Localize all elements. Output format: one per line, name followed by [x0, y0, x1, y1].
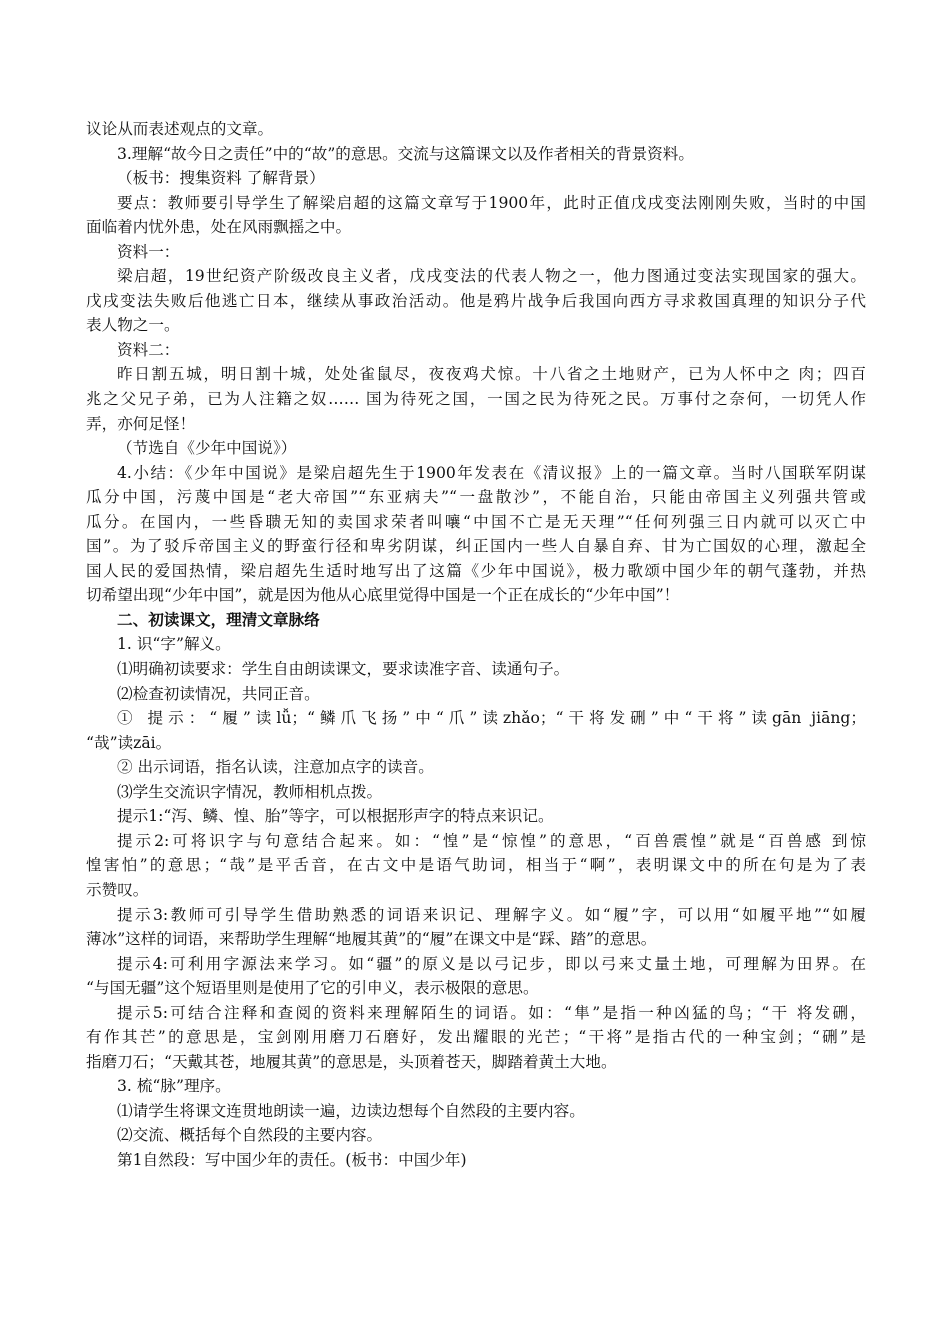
text-line: 表人物之一。	[86, 316, 180, 335]
text-line: ⑶学生交流识字情况，教师相机点拨。	[117, 782, 383, 801]
text-line: 面临着内忧外患，处在风雨飘摇之中。	[86, 218, 352, 237]
text-line: ② 出示词语，指名认读，注意加点字的读音。	[117, 758, 434, 777]
text-line: ⑴请学生将课文连贯地朗读一遍，边读边想每个自然段的主要内容。	[117, 1101, 585, 1120]
text-line: 国”。为了驳斥帝国主义的野蛮行径和卑劣阴谋，纠正国内一些人自暴自弃、甘为亡国奴的心理，激起全	[86, 537, 866, 556]
text-line: 瓜分。在国内，一些昏聩无知的卖国求荣者叫嚷“中国不亡是无天理”“任何列强三日内就可以灭亡中	[86, 512, 866, 531]
text-line: ⑴明确初读要求：学生自由朗读课文，要求读准字音、读通句子。	[117, 660, 570, 679]
text-line: 瓜分中国，污蔑中国是“老大帝国”“东亚病夫”“一盘散沙”，不能自治，只能由帝国主义列强共管或	[86, 488, 866, 507]
text-line: 切希望出现“少年中国”，就是因为他从心底里觉得中国是一个正在成长的“少年中国”！	[86, 586, 680, 605]
text-line: 指磨刀石；“天戴其苍，地履其黄”的意思是，头顶着苍天，脚踏着黄土大地。	[86, 1052, 617, 1071]
text-line: 惶害怕”的意思；“哉”是平舌音，在古文中是语气助词，相当于“啊”，表明课文中的所在句是为了表	[86, 856, 866, 875]
text-line: （板书：搜集资料 了解背景）	[117, 169, 325, 188]
text-line: （节选自《少年中国说》）	[117, 439, 297, 458]
text-line: 示赞叹。	[86, 880, 149, 899]
text-line: 薄冰”这样的词语，来帮助学生理解“地履其黄”的“履”在课文中是“踩、踏”的意思。	[86, 930, 657, 949]
text-line: 提示3:教师可引导学生借助熟悉的词语来识记、理解字义。如“履”字，可以用“如履平地”“如履	[117, 905, 866, 924]
text-line: 资料一：	[117, 242, 180, 261]
text-line: ⑵交流、概括每个自然段的主要内容。	[117, 1126, 383, 1145]
section-heading: 二、初读课文，理清文章脉络	[117, 610, 320, 629]
text-line: 议论从而表述观点的文章。	[86, 120, 274, 138]
text-line: 提示2:可将识字与句意结合起来。如：“惶”是“惊惶”的意思，“百兽震惶”就是“百兽感 到惊	[117, 831, 866, 850]
text-line: 3.理解“故今日之责任”中的“故”的意思。交流与这篇课文以及作者相关的背景资料。	[117, 144, 694, 163]
text-line: “与国无疆”这个短语里则是使用了它的引申义，表示极限的意思。	[86, 979, 539, 998]
text-line: 3. 梳“脉”理序。	[117, 1077, 231, 1096]
text-line: 提示1:“泻、鳞、惶、胎”等字，可以根据形声字的特点来识记。	[117, 807, 554, 826]
text-line: 国人民的爱国热情，梁启超先生适时地写出了这篇《少年中国说》，极力歌颂中国少年的朝气蓬勃，并热	[86, 561, 866, 580]
text-line: 弄，亦何足怪！	[86, 414, 196, 433]
text-line: 1. 识“字”解义。	[117, 635, 231, 654]
text-line: ⑵检查初读情况，共同正音。	[117, 684, 320, 703]
text-line: 兆之父兄子弟，已为人注籍之奴…… 国为待死之国，一国之民为待死之民。万事付之奈何，一切凭人作	[86, 390, 866, 409]
text-line: ① 提示：“履”读lǚ；“鳞爪飞扬”中“爪”读zhǎo；“干将发硎”中“干将”读gān jiāng；	[117, 709, 866, 728]
text-line: 第1自然段：写中国少年的责任。(板书：中国少年)	[117, 1150, 467, 1169]
text-line: “哉”读zāi。	[86, 733, 172, 752]
text-line: 资料二：	[117, 340, 180, 359]
text-line: 要点：教师要引导学生了解梁启超的这篇文章写于1900年，此时正值戊戌变法刚刚失败，当时的中国	[117, 193, 866, 212]
text-line: 4.小结：《少年中国说》是梁启超先生于1900年发表在《清议报》上的一篇文章。当时八国联军阴谋	[117, 463, 866, 482]
text-line: 昨日割五城，明日割十城，处处雀鼠尽，夜夜鸡犬惊。十八省之土地财产，已为人怀中之 肉；四百	[117, 365, 866, 384]
text-line: 提示5:可结合注释和查阅的资料来理解陌生的词语。如：“隼”是指一种凶猛的鸟；“干 将发硎，	[117, 1003, 866, 1022]
text-line: 戊戌变法失败后他逃亡日本，继续从事政治活动。他是鸦片战争后我国向西方寻求救国真理的知识分子代	[86, 291, 866, 310]
text-line: 提示4:可利用字源法来学习。如“疆”的原义是以弓记步，即以弓来丈量土地，可理解为田界。在	[117, 954, 866, 973]
text-line: 梁启超，19世纪资产阶级改良主义者，戊戌变法的代表人物之一，他力图通过变法实现国家的强大。	[117, 267, 866, 286]
text-line: 有作其芒”的意思是，宝剑刚用磨刀石磨好，发出耀眼的光芒；“干将”是指古代的一种宝剑；“硎”是	[86, 1028, 866, 1047]
